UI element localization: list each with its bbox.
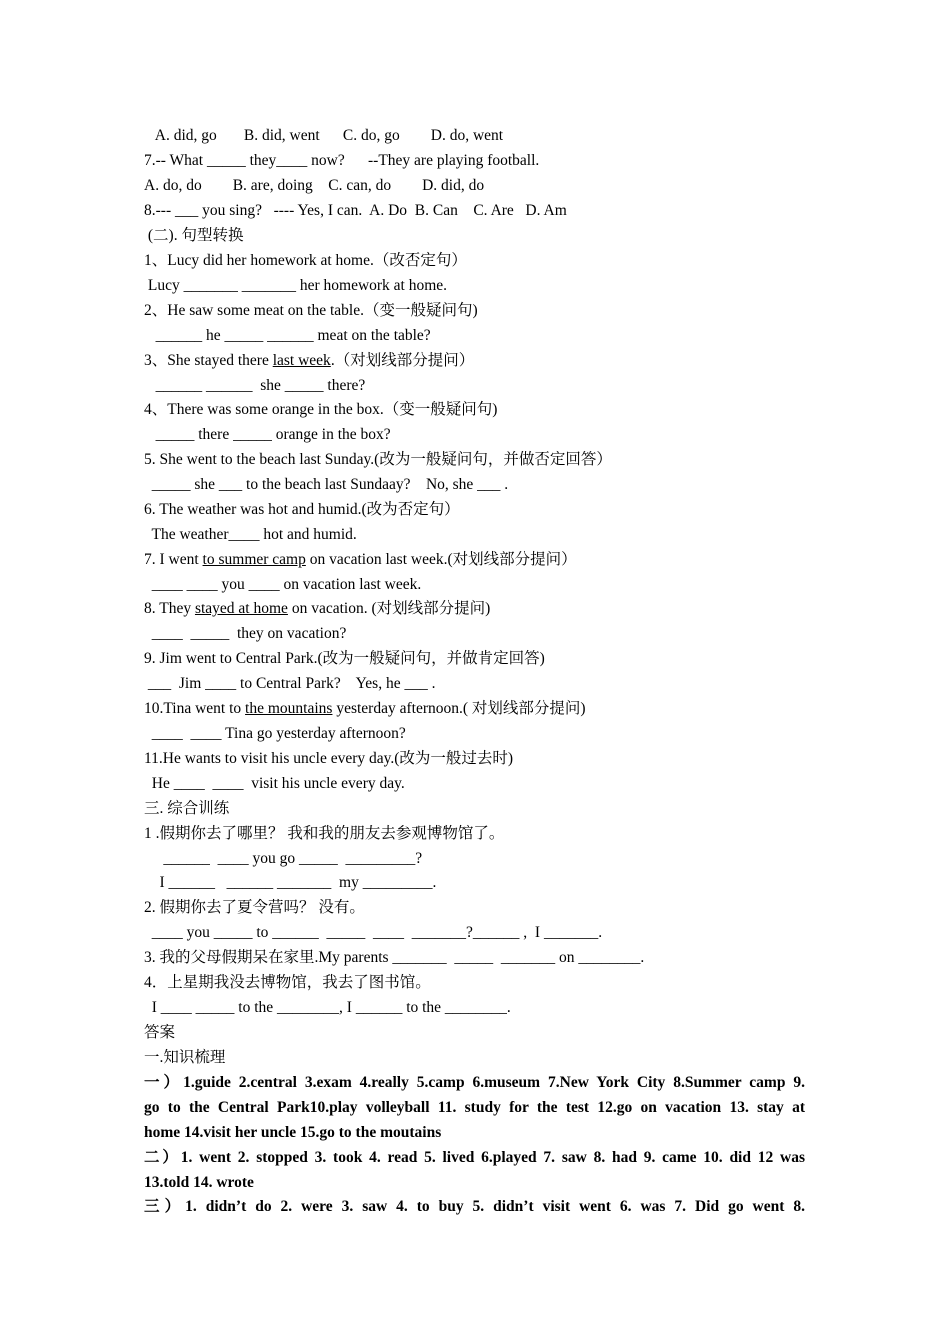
answer-blank-line bbox=[144, 475, 814, 495]
exercise-line bbox=[144, 400, 814, 420]
question-7 bbox=[144, 151, 814, 171]
question-8 bbox=[144, 201, 814, 221]
underlined-phrase: to summer camp bbox=[202, 551, 306, 568]
exercise-line: 10.Tina went to the mountains yesterday afternoon.( 对划线部分提问) bbox=[144, 700, 586, 717]
text-line: 一）1.guide 2.central 3.exam 4.really 5.camp 6.museum 7.New York City 8.Summer camp 9. bbox=[144, 1074, 805, 1091]
text-line: 三）1. didn’t do 2. were 3. saw 4. to buy 5. didn’t visit went 6. was 7. Did go went 8. bbox=[144, 1198, 805, 1215]
underlined-phrase: stayed at home bbox=[194, 600, 288, 617]
text-line: The weather____ hot and humid. bbox=[144, 526, 357, 543]
text-line: 答案 bbox=[144, 1024, 176, 1041]
text-line: _____ there _____ orange in the box? bbox=[144, 426, 391, 443]
answer-blank-line bbox=[144, 873, 814, 893]
text-line: 13.told 14. wrote bbox=[144, 1174, 254, 1191]
text-line: ______ ____ you go _____ _________? bbox=[144, 850, 423, 867]
answer-blank-line bbox=[144, 624, 814, 644]
answer-blank-line bbox=[144, 674, 814, 694]
answer-key-line bbox=[144, 1148, 805, 1168]
answer-key-line bbox=[144, 1123, 814, 1143]
exercise-line bbox=[144, 973, 814, 993]
text-line: He ____ ____ visit his uncle every day. bbox=[144, 775, 405, 792]
exercise-line bbox=[144, 898, 814, 918]
text-line: home 14.visit her uncle 15.go to the moutains bbox=[144, 1124, 442, 1141]
answer-blank-line bbox=[144, 774, 814, 794]
answer-blank-line bbox=[144, 425, 814, 445]
underlined-phrase: last week bbox=[272, 352, 331, 369]
section-heading bbox=[144, 1048, 814, 1068]
answer-blank-line bbox=[144, 575, 814, 595]
exercise-line bbox=[144, 500, 814, 520]
answer-key-line bbox=[144, 1173, 814, 1193]
text-line: ___ Jim ____ to Central Park? Yes, he ___ . bbox=[144, 675, 436, 692]
exercise-line bbox=[144, 251, 814, 271]
answer-key-line bbox=[144, 1098, 805, 1118]
answer-blank-line bbox=[144, 923, 814, 943]
text-line: 4、There was some orange in the box.（变一般疑问句) bbox=[144, 401, 498, 418]
text-line: I ______ ______ _______ my _________. bbox=[144, 874, 437, 891]
text-line: 4．上星期我没去博物馆，我去了图书馆。 bbox=[144, 974, 431, 991]
text-line: ______ he _____ ______ meat on the table? bbox=[144, 327, 431, 344]
text-line: 1 .假期你去了哪里？ 我和我的朋友去参观博物馆了。 bbox=[144, 825, 505, 842]
answer-blank-line bbox=[144, 724, 814, 744]
text-line: 9. Jim went to Central Park.(改为一般疑问句，并做肯定回答) bbox=[144, 650, 545, 667]
answer-blank-line bbox=[144, 525, 814, 545]
text-line: 2. 假期你去了夏令营吗？ 没有。 bbox=[144, 899, 365, 916]
text-line: Lucy _______ _______ her homework at home. bbox=[144, 277, 448, 294]
text-line: 二）1. went 2. stopped 3. took 4. read 5. lived 6.played 7. saw 8. had 9. came 10. did 12 was bbox=[144, 1149, 805, 1166]
text-line: 2、He saw some meat on the table.（变一般疑问句) bbox=[144, 302, 478, 319]
text-line: 一.知识梳理 bbox=[144, 1049, 226, 1066]
text-line: 7.-- What _____ they____ now? --They are playing football. bbox=[144, 152, 540, 169]
exercise-line bbox=[144, 301, 814, 321]
exercise-line bbox=[144, 450, 814, 470]
answer-blank-line bbox=[144, 376, 814, 396]
answer-blank-line bbox=[144, 998, 814, 1018]
answer-key-line bbox=[144, 1073, 805, 1093]
text-line: A. do, do B. are, doing C. can, do D. did, do bbox=[144, 177, 485, 194]
exercise-line bbox=[144, 649, 814, 669]
choice-options-7 bbox=[144, 176, 814, 196]
exercise-line: 7. I went to summer camp on vacation last week.(对划线部分提问） bbox=[144, 551, 577, 568]
exercise-line bbox=[144, 824, 814, 844]
text-line: I ____ _____ to the ________, I ______ to the ________. bbox=[144, 999, 511, 1016]
section-heading bbox=[144, 226, 814, 246]
text-line: (二). 句型转换 bbox=[144, 227, 244, 244]
text-line: ____ you _____ to ______ _____ ____ _______?______ , I _______. bbox=[144, 924, 603, 941]
underlined-phrase: the mountains bbox=[245, 700, 333, 717]
text-line: ____ _____ they on vacation? bbox=[144, 625, 347, 642]
text-line: ____ ____ you ____ on vacation last week. bbox=[144, 576, 422, 593]
text-line: 11.He wants to visit his uncle every day.(改为一般过去时) bbox=[144, 750, 514, 767]
text-line: 8.--- ___ you sing? ---- Yes, I can. A. Do B. Can C. Are D. Am bbox=[144, 202, 567, 219]
text-line: 3. 我的父母假期呆在家里.My parents _______ _____ _______ on ________. bbox=[144, 949, 645, 966]
answer-key-line bbox=[144, 1197, 805, 1217]
text-line: 三. 综合训练 bbox=[144, 800, 230, 817]
text-line: A. did, go B. did, went C. do, go D. do, went bbox=[144, 127, 504, 144]
text-line: ______ ______ she _____ there? bbox=[144, 377, 366, 394]
text-line: _____ she ___ to the beach last Sundaay? No, she ___ . bbox=[144, 476, 509, 493]
text-line: ____ ____ Tina go yesterday afternoon? bbox=[144, 725, 406, 742]
exercise-line bbox=[144, 749, 814, 769]
exercise-line: 3、She stayed there last week.（对划线部分提问） bbox=[144, 352, 475, 369]
section-heading bbox=[144, 799, 814, 819]
text-line: go to the Central Park10.play volleyball 11. study for the test 12.go on vacation 13. stay at bbox=[144, 1099, 805, 1116]
text-line: 1、Lucy did her homework at home.（改否定句） bbox=[144, 252, 467, 269]
exercise-line bbox=[144, 948, 814, 968]
text-line: 6. The weather was hot and humid.(改为否定句） bbox=[144, 501, 460, 518]
choice-options-6 bbox=[144, 126, 814, 146]
answer-blank-line bbox=[144, 849, 814, 869]
text-line: 5. She went to the beach last Sunday.(改为一般疑问句，并做否定回答） bbox=[144, 451, 612, 468]
answer-blank-line bbox=[144, 276, 814, 296]
answer-blank-line bbox=[144, 326, 814, 346]
answers-heading bbox=[144, 1023, 814, 1043]
exercise-line: 8. They stayed at home on vacation. (对划线部分提问) bbox=[144, 600, 491, 617]
